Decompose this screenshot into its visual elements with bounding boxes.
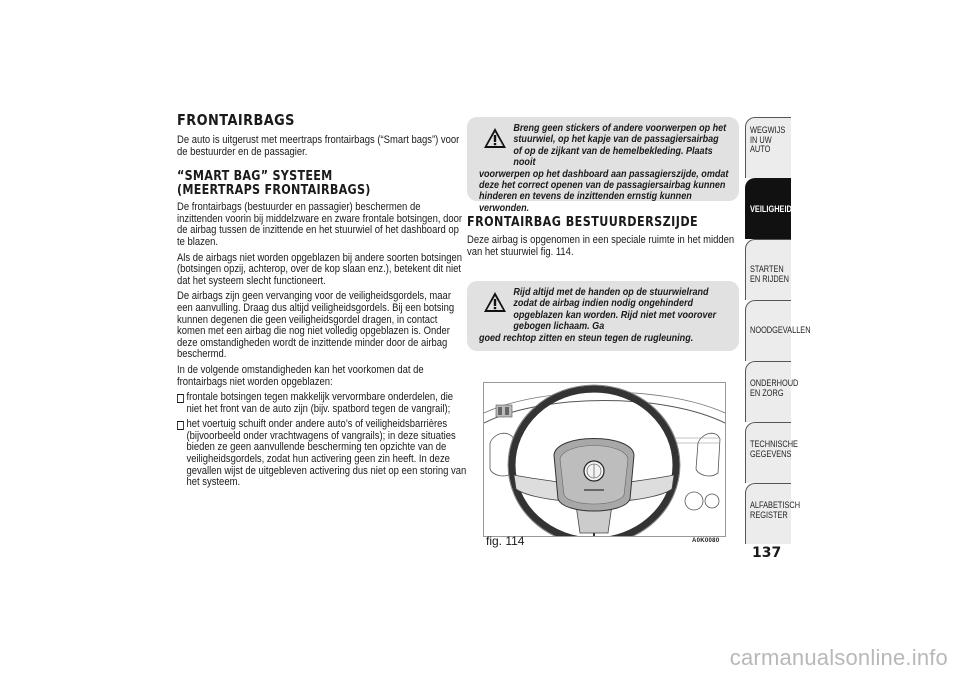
chapter-tabs	[745, 117, 811, 544]
right-section	[467, 214, 739, 262]
driver-airbag-paragraph: Deze airbag is opgenomen in een speciale ruimte in het midden van het stuurwiel fig. 114.	[467, 234, 735, 258]
paragraph-4: In de volgende omstandigheden kan het voorkomen dat de frontairbags niet worden opgeblazen:	[177, 363, 424, 388]
warning-box-hands	[467, 281, 739, 351]
watermark: carmanualsonline.info	[729, 645, 948, 670]
warning-1-text-b: voorwerpen op het dashboard aan passagierszijde, omdat deze het correct openen van de passagiersairbag kunnen hinderen en tevens de inzittenden ernstig kunnen verwonden.	[479, 167, 729, 214]
bullet-list	[177, 392, 467, 489]
warning-box-stickers	[467, 117, 739, 214]
steering-wheel-figure	[483, 382, 726, 537]
tab-starten-en-rijden[interactable]: STARTEN EN RIJDEN	[745, 239, 791, 300]
steering-wheel-illustration	[484, 383, 725, 536]
figure-code: A0K0080	[692, 538, 720, 544]
intro-paragraph: De auto is uitgerust met meertraps frontairbags (“Smart bags”) voor de bestuurder en de passagier.	[177, 134, 460, 158]
section-heading-driver-airbag: FRONTAIRBAG BESTUURDERSZIJDE	[467, 215, 699, 230]
warning-1-text-a: Breng geen stickers of andere voorwerpen op het stuurwiel, op het kapje van de passagiersairbag of op de zijkant van de hemelbekleding. Plaats nooit	[513, 122, 727, 169]
checkbox-bullet-icon	[177, 421, 184, 430]
page-number: 137	[752, 545, 782, 561]
paragraph-3: De airbags zijn geen vervanging voor de veiligheidsgordels, maar een aanvulling. Draag dus altijd veiligheidsgordels. Bij een botsing kunnen degenen die geen veiligheidsgordel dragen, in contact komen met een airbag die nog niet volledig opgeblazen is. Onder deze omstandigheden wordt de inzittende minder door de airbag beschermd.	[177, 290, 455, 361]
list-item: frontale botsingen tegen makkelijk vervormbare onderdelen, die niet het front van de auto zijn (bijv. spatbord tegen de vangrail);	[177, 392, 467, 415]
warning-2-text-a: Rijd altijd met de handen op de stuurwielrand zodat de airbag indien nodig ongehinderd opgeblazen kan worden. Rijd niet met voorover gebogen lichaam. Ga	[513, 286, 717, 333]
warning-2-text-b: goed rechtop zitten en steun tegen de rugleuning.	[479, 331, 694, 344]
section-title: FRONTAIRBAGS	[177, 111, 295, 129]
tab-noodgevallen[interactable]: NOODGEVALLEN	[745, 300, 791, 361]
list-item: het voertuig schuift onder andere auto’s of veiligheidsbarrières (bijvoorbeeld onder vrachtwagens of vangrails); in deze situaties bieden ze geen aanvullende bescherming ten opzichte van de veiligheidsgordels, zodat hun activering geen zin heeft. In deze gevallen wijst de uitgebleven activering dus niet op een storing van het systeem.	[177, 419, 467, 489]
tab-alfabetisch-register[interactable]: ALFABETISCH REGISTER	[745, 483, 791, 544]
tab-technische-gegevens[interactable]: TECHNISCHE GEGEVENS	[745, 422, 791, 483]
paragraph-1: De frontairbags (bestuurder en passagier) beschermen de inzittenden voorin bij middelzware en zware frontale botsingen, door de airbag tussen de inzittende en het stuurwiel of het dashboard op te blazen.	[177, 201, 463, 248]
paragraph-2: Als de airbags niet worden opgeblazen bij andere soorten botsingen (botsingen opzij, achterop, over de kop slaan enz.), betekent dit niet dat het systeem slecht functioneert.	[177, 251, 463, 287]
subtitle-line-1: “SMART BAG” SYSTEEM	[177, 169, 333, 185]
figure-caption: fig. 114	[486, 534, 525, 548]
checkbox-bullet-icon	[177, 394, 184, 403]
left-column	[177, 112, 467, 493]
subsection-title	[177, 170, 467, 198]
tab-onderhoud-en-zorg[interactable]: ONDERHOUD EN ZORG	[745, 361, 791, 422]
tab-wegwijs[interactable]: WEGWIJS IN UW AUTO	[745, 117, 791, 178]
tab-veiligheid[interactable]: VEILIGHEID	[745, 178, 791, 239]
subtitle-line-2: (MEERTRAPS FRONTAIRBAGS)	[177, 183, 371, 199]
